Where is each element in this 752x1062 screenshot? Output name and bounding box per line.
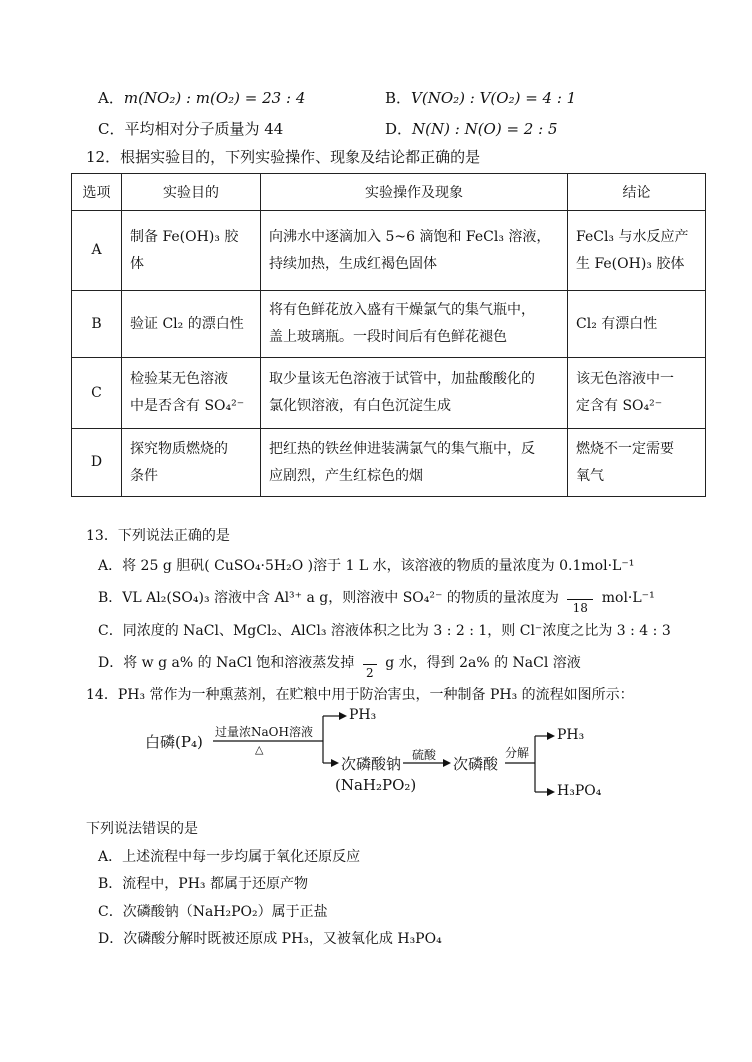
q14-option-d: D．次磷酸分解时既被还原成 PH₃，又被氧化成 H₃PO₄	[98, 931, 442, 947]
cell-line: 把红热的铁丝伸进装满氯气的集气瓶中，反	[269, 440, 535, 457]
flow-intermediate-formula: (NaH₂PO₂)	[335, 776, 417, 794]
q14-option-c: C．次磷酸钠（NaH₂PO₂）属于正盐	[98, 904, 328, 920]
cell-operation	[261, 291, 568, 358]
q13-option-a: A．将 25 g 胆矾( CuSO₄·5H₂O )溶于 1 L 水，该溶液的物质的量浓度为 0.1mol·L⁻¹	[98, 558, 635, 574]
option-text: D．将 w g a% 的 NaCl 饱和溶液蒸发掉	[98, 655, 355, 671]
option-letter: C．	[98, 120, 125, 138]
flow-product-h3po4: H₃PO₄	[557, 783, 602, 799]
cell-line: 制备 Fe(OH)₃ 胶体	[130, 228, 239, 272]
cell-line: 盖上玻璃瓶。一段时间后有色鲜花褪色	[269, 329, 507, 345]
cell-purpose	[122, 429, 261, 497]
cell-option: A	[72, 211, 122, 291]
cell-line: 条件	[130, 467, 158, 484]
q14-sub-stem: 下列说法错误的是	[86, 821, 198, 837]
cell-line: 探究物质燃烧的	[130, 440, 228, 457]
header-option: 选项	[72, 174, 122, 211]
header-purpose: 实验目的	[122, 174, 261, 211]
cell-line: 将有色鲜花放入盛有干燥氯气的集气瓶中，	[269, 302, 535, 318]
q13-stem: 13．下列说法正确的是	[86, 528, 230, 544]
option-letter: B．	[385, 89, 412, 107]
fraction-denominator: 2	[363, 664, 377, 681]
cell-option: D	[72, 429, 122, 497]
option-text: V(NO₂) : V(O₂) = 4 : 1	[411, 89, 577, 107]
q11-option-d	[385, 118, 557, 139]
option-unit: mol·L⁻¹	[601, 590, 655, 606]
cell-line: 持续加热，生成红褐色固体	[269, 255, 437, 272]
option-text: B．VL Al₂(SO₄)₃ 溶液中含 Al³⁺ a g，则溶液中 SO₄²⁻ 的物质的量浓度为	[98, 590, 559, 606]
cell-conclusion	[568, 291, 706, 358]
q11-option-b	[385, 87, 576, 108]
q11-option-c	[98, 118, 283, 139]
q13-option-c: C．同浓度的 NaCl、MgCl₂、AlCl₃ 溶液体积之比为 3 : 2 : 1，则 Cl⁻浓度之比为 3 : 4 : 3	[98, 623, 671, 639]
cell-line: 氧气	[576, 467, 604, 484]
cell-conclusion	[568, 429, 706, 497]
option-text: m(NO₂) : m(O₂) = 23 : 4	[123, 89, 306, 107]
flow-decompose: 分解	[505, 746, 530, 760]
option-text-tail: g 水，得到 2a% 的 NaCl 溶液	[385, 655, 581, 671]
table-row	[72, 358, 706, 429]
cell-line: 应剧烈，产生红棕色的烟	[269, 467, 423, 484]
q11-option-a	[98, 87, 305, 108]
table-header-row	[72, 174, 706, 211]
flow-acid: 次磷酸	[453, 755, 499, 773]
flow-heat-condition: △	[255, 743, 264, 756]
q14-option-b: B．流程中，PH₃ 都属于还原产物	[98, 876, 308, 892]
q14-stem: 14．PH₃ 常作为一种熏蒸剂，在贮粮中用于防治害虫，一种制备 PH₃ 的流程如图所示：	[86, 687, 634, 703]
q13-option-b	[98, 587, 655, 616]
cell-line: 燃烧不一定需要	[576, 440, 674, 457]
flow-start: 白磷(P₄)	[145, 733, 203, 751]
fraction-denominator: 18	[567, 599, 593, 616]
cell-line: 生 Fe(OH)₃ 胶体	[576, 255, 685, 272]
cell-purpose	[122, 358, 261, 429]
header-conclusion: 结论	[568, 174, 706, 211]
cell-line: 氯化钡溶液，有白色沉淀生成	[269, 398, 451, 414]
flow-intermediate: 次磷酸钠	[341, 755, 402, 773]
q13-option-d	[98, 652, 581, 681]
cell-operation	[261, 211, 568, 291]
flow-product-ph3-2: PH₃	[557, 727, 585, 743]
option-letter: A．	[98, 89, 124, 107]
cell-line: 定含有 SO₄²⁻	[576, 398, 663, 414]
cell-purpose	[122, 291, 261, 358]
flow-reagent-h2so4: 硫酸	[412, 748, 437, 762]
cell-line: 该无色溶液中一	[576, 371, 674, 387]
table-row	[72, 429, 706, 497]
table-row	[72, 211, 706, 291]
option-text: 平均相对分子质量为 44	[124, 120, 284, 138]
q12-table	[71, 173, 706, 497]
cell-line: FeCl₃ 与水反应产	[576, 228, 689, 245]
option-text: N(N) : N(O) = 2 : 5	[412, 120, 558, 138]
flow-product-ph3: PH₃	[349, 707, 377, 723]
cell-line: 中是否含有 SO₄²⁻	[130, 398, 245, 414]
header-operation: 实验操作及现象	[261, 174, 568, 211]
cell-line: 验证 Cl₂ 的漂白性	[130, 315, 244, 332]
cell-option: C	[72, 358, 122, 429]
option-letter: D．	[385, 120, 413, 138]
cell-line: Cl₂ 有漂白性	[576, 315, 658, 332]
q14-flow-diagram	[145, 706, 625, 806]
q14-option-a: A．上述流程中每一步均属于氧化还原反应	[98, 849, 361, 865]
cell-option: B	[72, 291, 122, 358]
cell-conclusion	[568, 211, 706, 291]
cell-operation	[261, 358, 568, 429]
fraction	[567, 599, 593, 616]
fraction	[363, 664, 377, 681]
cell-line: 向沸水中逐滴加入 5~6 滴饱和 FeCl₃ 溶液，	[269, 228, 551, 245]
cell-line: 检验某无色溶液	[130, 371, 228, 387]
cell-line: 取少量该无色溶液于试管中，加盐酸酸化的	[269, 371, 535, 387]
table-row	[72, 291, 706, 358]
cell-purpose	[122, 211, 261, 291]
cell-operation	[261, 429, 568, 497]
flow-reagent-naoh: 过量浓NaOH溶液	[215, 725, 313, 739]
cell-conclusion	[568, 358, 706, 429]
q12-stem: 12．根据实验目的，下列实验操作、现象及结论都正确的是	[86, 148, 481, 166]
